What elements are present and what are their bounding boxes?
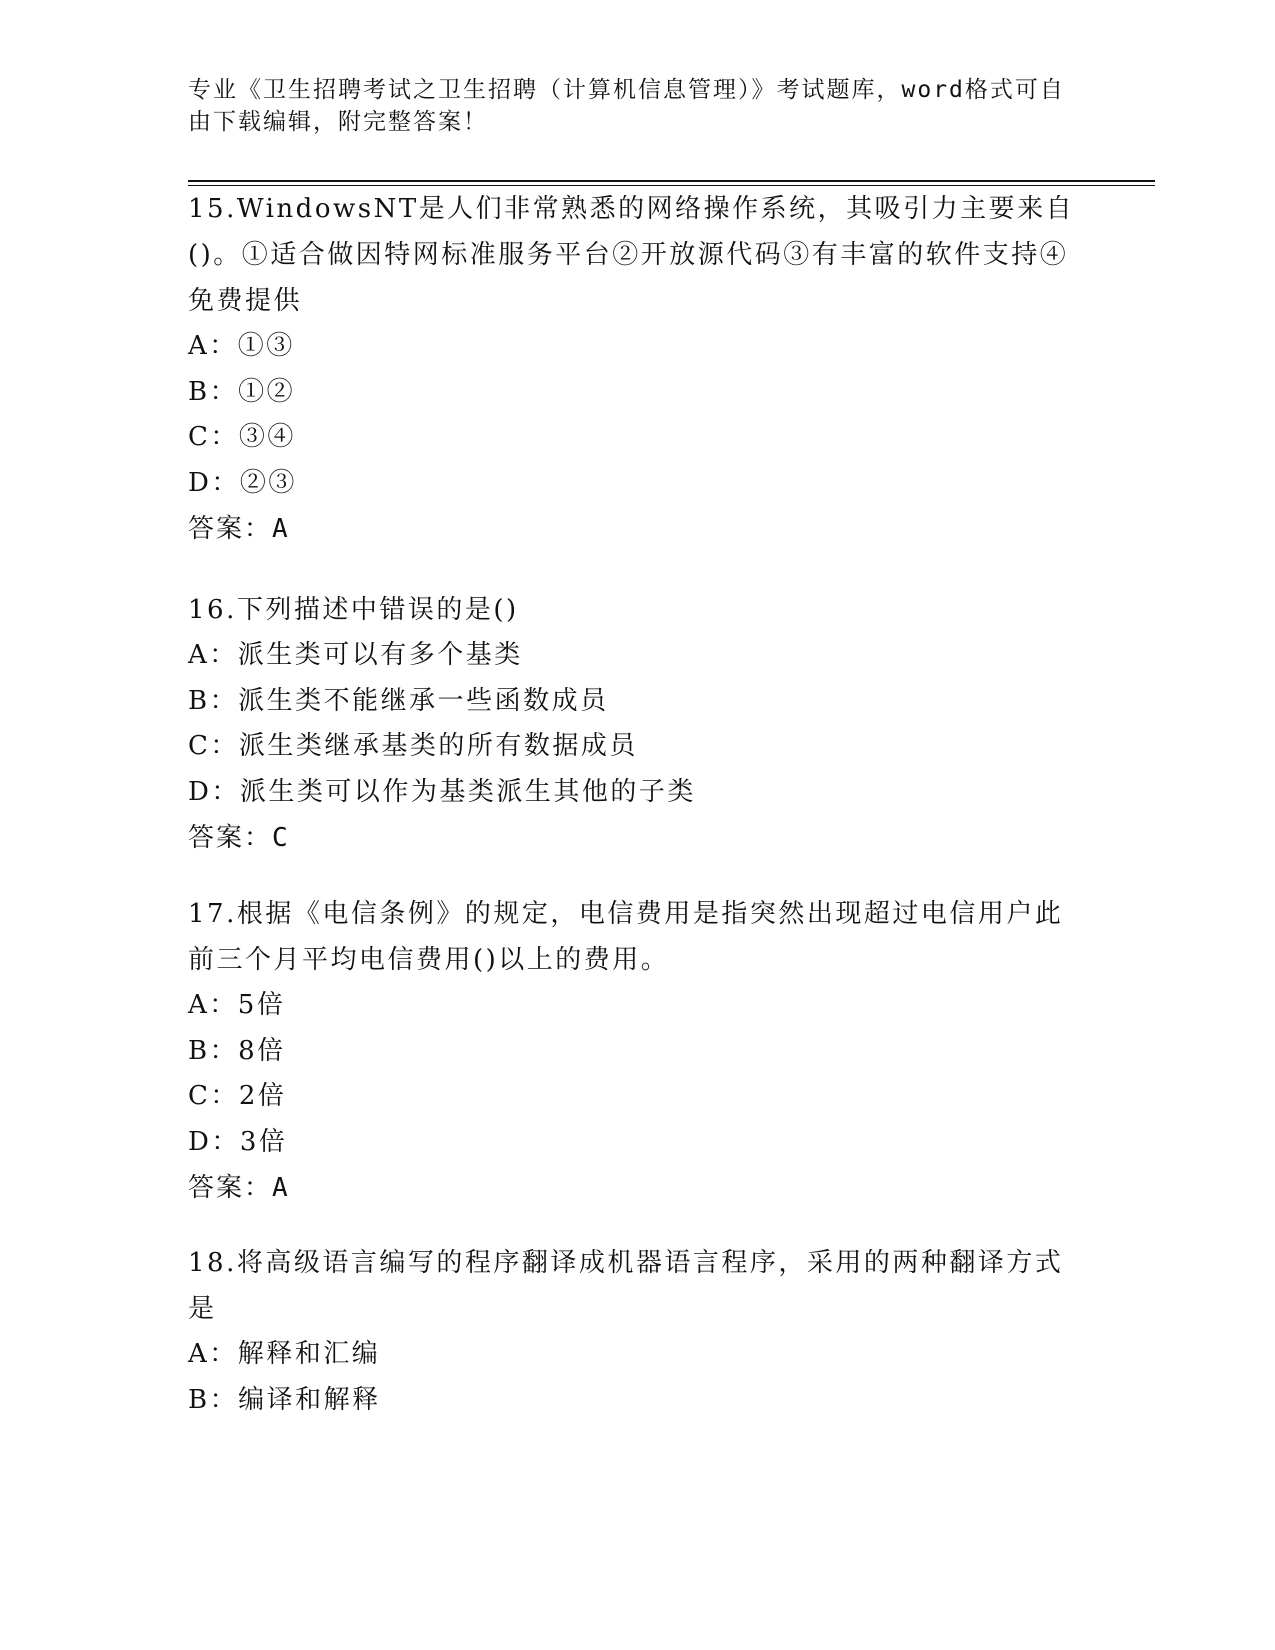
question-stem: 17.根据《电信条例》的规定，电信费用是指突然出现超过电信用户此前三个月平均电信费用()以上的费用。 — [188, 899, 1064, 975]
option-a: A：解释和汇编 — [188, 1339, 381, 1369]
answer-line: 答案：A — [188, 1173, 290, 1203]
option-c: C：2倍 — [188, 1081, 287, 1111]
question-stem: 18.将高级语言编写的程序翻译成机器语言程序，采用的两种翻译方式是 — [188, 1248, 1064, 1324]
option-d: D：②③ — [188, 467, 297, 498]
answer-line: 答案：C — [188, 823, 290, 853]
question-16 — [188, 587, 1088, 861]
option-d: D：派生类可以作为基类派生其他的子类 — [188, 776, 696, 807]
option-a: A：5倍 — [188, 990, 286, 1020]
option-d: D：3倍 — [188, 1126, 288, 1157]
document-header-note: 专业《卫生招聘考试之卫生招聘（计算机信息管理）》考试题库，word格式可自由下载编辑，附完整答案！ — [188, 77, 1065, 135]
question-stem: 16.下列描述中错误的是() — [188, 595, 519, 625]
question-stem: 15.WindowsNT是人们非常熟悉的网络操作系统，其吸引力主要来自()。①适合做因特网标准服务平台②开放源代码③有丰富的软件支持④免费提供 — [188, 194, 1075, 316]
option-a: A：①③ — [188, 331, 295, 361]
question-18 — [188, 1240, 1088, 1423]
answer-line: 答案：A — [188, 514, 290, 544]
option-c: C：③④ — [188, 422, 296, 452]
option-b: B：①② — [188, 376, 296, 407]
option-b: B：编译和解释 — [188, 1384, 381, 1415]
option-c: C：派生类继承基类的所有数据成员 — [188, 731, 638, 761]
question-15 — [188, 186, 1088, 552]
option-b: B：派生类不能继承一些函数成员 — [188, 685, 609, 716]
option-a: A：派生类可以有多个基类 — [188, 640, 523, 670]
question-17 — [188, 891, 1088, 1211]
header-divider-thick — [188, 180, 1155, 182]
option-b: B：8倍 — [188, 1035, 286, 1066]
